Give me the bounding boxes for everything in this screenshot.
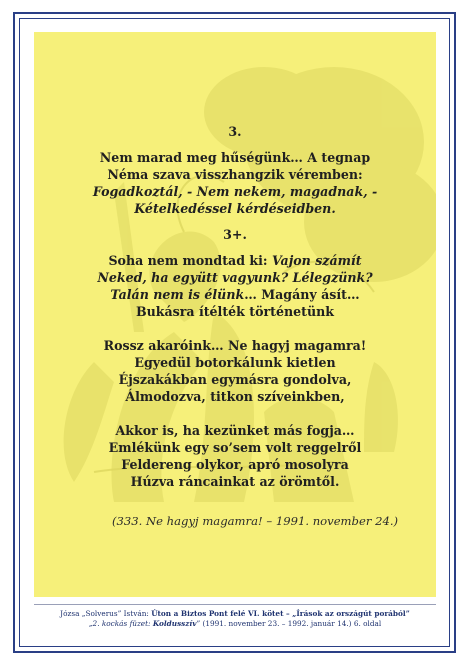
poem-line: Éjszakákban egymásra gondolva, <box>118 372 352 387</box>
poem-line-italic: Fogadkoztál, - Nem nekem, magadnak, - <box>92 184 378 199</box>
poem-line: Emlékünk egy so’sem volt reggelről <box>108 440 362 455</box>
stanza <box>34 149 436 217</box>
poem-text-italic: Neked, ha együtt vagyunk? Lélegzünk? <box>97 270 373 285</box>
footer-divider <box>34 604 436 605</box>
poem-text: … Magány ásít… <box>244 287 360 302</box>
poem-text-italic: Talán nem is élünk <box>110 287 245 302</box>
poem-line <box>34 200 436 217</box>
poem-date-note: (333. Ne hagyj magamra! – 1991. november 24.) <box>111 514 399 528</box>
poem-line <box>34 286 436 303</box>
footer-dates-page: ” (1991. november 23. – 1992. január 14.) 6. oldal <box>196 619 382 628</box>
section-number: 3. <box>228 124 242 139</box>
poem-line: Álmodozva, titkon szíveinkben, <box>125 389 345 404</box>
poem-line: Feldereng olykor, apró mosolyra <box>121 457 349 472</box>
footer-line-2 <box>34 619 436 629</box>
poem-line: Húzva ráncainkat az örömtől. <box>130 474 340 489</box>
stanza <box>34 422 436 490</box>
stanza <box>34 337 436 405</box>
poem-line <box>34 252 436 269</box>
poem-line: Egyedül botorkálunk kietlen <box>134 355 336 370</box>
poem-text-italic: Vajon számít <box>271 253 362 268</box>
footer-author: Józsa „Solverus” István: <box>60 609 152 618</box>
section-number: 3+. <box>223 227 247 242</box>
poem-line: Rossz akaróink… Ne hagyj magamra! <box>103 338 367 353</box>
footer-book-title: Úton a Biztos Pont felé VI. kötet – „Írások az országút porából” <box>151 609 410 618</box>
page-footer <box>34 609 436 629</box>
poem-line: Nem marad meg hűségünk… A tegnap <box>99 150 371 165</box>
poem-line-italic: Kételkedéssel kérdéseidben. <box>134 201 336 216</box>
poem-line <box>34 269 436 286</box>
stanza <box>34 252 436 320</box>
footer-line-1 <box>34 609 436 619</box>
poem-body <box>34 123 436 490</box>
poem-text: Soha nem mondtad ki: <box>108 253 272 268</box>
footer-notebook: „2. kockás füzet: <box>88 619 153 628</box>
poem-line: Akkor is, ha kezünket más fogja… <box>115 423 355 438</box>
poem-line: Bukásra ítélték történetünk <box>135 304 334 319</box>
poem-line: Néma szava visszhangzik véremben: <box>107 167 363 182</box>
footer-notebook-title: Koldusszív <box>152 619 197 628</box>
poem-line <box>34 183 436 200</box>
